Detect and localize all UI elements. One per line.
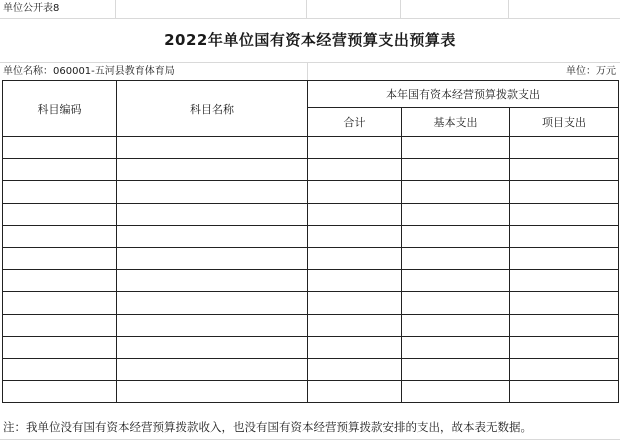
- table-cell: [308, 270, 402, 292]
- grid-cell: [401, 0, 509, 18]
- table-cell: [510, 137, 619, 159]
- table-cell: [3, 137, 117, 159]
- table-cell: [117, 270, 308, 292]
- header-subject-code: 科目编码: [3, 81, 117, 137]
- table-cell: [402, 336, 510, 358]
- table-cell: [3, 159, 117, 181]
- page-title: 2022年单位国有资本经营预算支出预算表: [164, 31, 456, 49]
- table-cell: [3, 181, 117, 203]
- header-subject-name: 科目名称: [117, 81, 308, 137]
- table-cell: [402, 203, 510, 225]
- table-cell: [402, 270, 510, 292]
- table-cell: [3, 314, 117, 336]
- grid-line: [307, 62, 308, 80]
- table-cell: [3, 247, 117, 269]
- table-row: [3, 358, 619, 380]
- table-cell: [3, 358, 117, 380]
- header-basic-expenditure: 基本支出: [402, 108, 510, 137]
- table-row: [3, 270, 619, 292]
- table-cell: [308, 336, 402, 358]
- form-number: 单位公开表8: [3, 3, 60, 14]
- table-cell: [3, 336, 117, 358]
- footnote: 注：我单位没有国有资本经营预算拨款收入，也没有国有资本经营预算拨款安排的支出，故本表无数据。: [3, 420, 532, 434]
- table-cell: [308, 247, 402, 269]
- table-cell: [308, 181, 402, 203]
- table-cell: [117, 292, 308, 314]
- table-row: [3, 159, 619, 181]
- table-cell: [402, 137, 510, 159]
- unit-name: 单位名称：060001-五河县教育体育局: [3, 66, 175, 77]
- table-cell: [308, 137, 402, 159]
- info-band: [0, 62, 620, 80]
- table-cell: [402, 225, 510, 247]
- table-cell: [308, 292, 402, 314]
- table-row: [3, 225, 619, 247]
- table-cell: [402, 314, 510, 336]
- table-cell: [510, 358, 619, 380]
- table-cell: [510, 292, 619, 314]
- budget-table: [2, 80, 619, 403]
- table-cell: [402, 159, 510, 181]
- table-cell: [117, 314, 308, 336]
- header-expenditure-group: 本年国有资本经营预算拨款支出: [308, 81, 619, 108]
- table-cell: [308, 225, 402, 247]
- table-cell: [308, 159, 402, 181]
- table-row: [3, 336, 619, 358]
- table-cell: [117, 203, 308, 225]
- currency-unit: 单位：万元: [566, 66, 616, 77]
- table-cell: [117, 225, 308, 247]
- table-cell: [3, 381, 117, 403]
- table-cell: [402, 292, 510, 314]
- table-row: [3, 381, 619, 403]
- table-cell: [117, 247, 308, 269]
- header-project-expenditure: 项目支出: [510, 108, 619, 137]
- table-row: [3, 137, 619, 159]
- grid-cell: [116, 0, 307, 18]
- table-cell: [510, 225, 619, 247]
- table-cell: [402, 381, 510, 403]
- table-cell: [510, 203, 619, 225]
- table-cell: [117, 336, 308, 358]
- table-cell: [402, 358, 510, 380]
- table-row: [3, 247, 619, 269]
- table-cell: [117, 358, 308, 380]
- table-cell: [117, 137, 308, 159]
- top-strip: [0, 0, 620, 19]
- table-cell: [510, 159, 619, 181]
- table-row: [3, 203, 619, 225]
- table-cell: [308, 358, 402, 380]
- header-total: 合计: [308, 108, 402, 137]
- table-row: [3, 181, 619, 203]
- table-cell: [308, 314, 402, 336]
- table-cell: [308, 203, 402, 225]
- table-body: [3, 137, 619, 403]
- table-row: [3, 314, 619, 336]
- table-cell: [510, 381, 619, 403]
- table-cell: [117, 381, 308, 403]
- table-row: [3, 292, 619, 314]
- table-cell: [3, 203, 117, 225]
- table-cell: [3, 270, 117, 292]
- table-cell: [510, 247, 619, 269]
- table-cell: [117, 159, 308, 181]
- table-cell: [402, 247, 510, 269]
- table-cell: [510, 270, 619, 292]
- grid-line: [0, 439, 620, 440]
- table-cell: [3, 225, 117, 247]
- title-band: [0, 18, 620, 63]
- table-cell: [510, 314, 619, 336]
- table-cell: [3, 292, 117, 314]
- table-cell: [308, 381, 402, 403]
- table-cell: [510, 181, 619, 203]
- table-cell: [510, 336, 619, 358]
- table-cell: [117, 181, 308, 203]
- table-cell: [402, 181, 510, 203]
- grid-cell: [307, 0, 401, 18]
